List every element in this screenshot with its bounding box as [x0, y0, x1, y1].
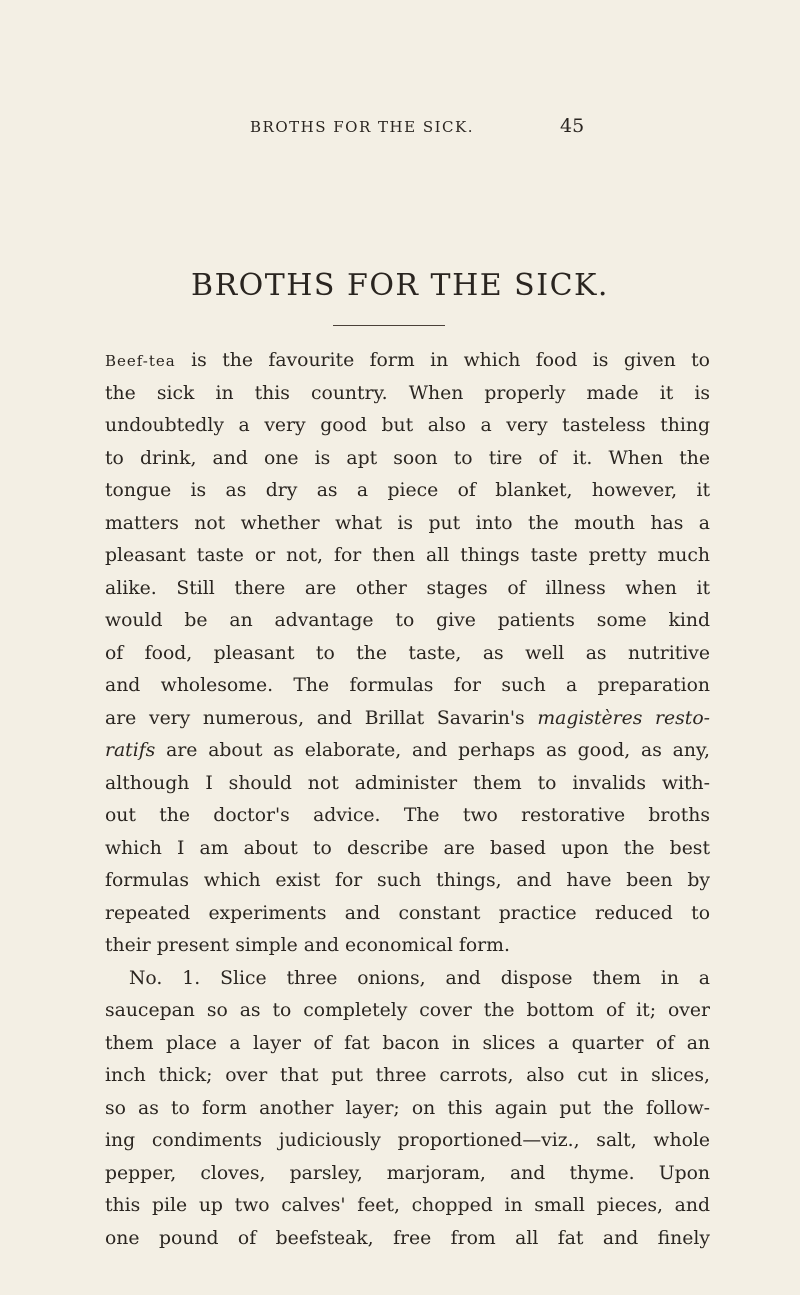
text-line-segment: are about as elaborate, and perhaps as good, as any,: [166, 740, 710, 761]
italic-phrase: magistères resto-: [537, 707, 710, 729]
text-line: pepper, cloves, parsley, marjoram, and thyme. Upon: [105, 1162, 710, 1184]
running-title: BROTHS FOR THE SICK.: [250, 118, 474, 136]
text-line: undoubtedly a very good but also a very tasteless thing: [105, 415, 710, 436]
page-number: 45: [560, 115, 585, 137]
text-line: although I should not administer them to invalids with-: [105, 772, 710, 794]
paragraph-last-line: their present simple and economical form.: [105, 935, 510, 956]
body-text: [105, 345, 710, 1255]
text-line: which I am about to describe are based upon the best: [105, 837, 710, 859]
text-line: saucepan so as to completely cover the bottom of it; over: [105, 1000, 710, 1021]
text-line: pleasant taste or not, for then all things taste pretty much: [105, 545, 710, 566]
text-line: one pound of beefsteak, free from all fat and finely: [105, 1227, 710, 1249]
text-line: them place a layer of fat bacon in slices a quarter of an: [105, 1032, 710, 1054]
text-line: this pile up two calves' feet, chopped in small pieces, and: [105, 1195, 710, 1216]
text-line: matters not whether what is put into the mouth has a: [105, 512, 710, 534]
italic-phrase: ratifs: [105, 740, 156, 761]
text-line: to drink, and one is apt soon to tire of it. When the: [105, 447, 710, 469]
title-divider-rule: [333, 325, 445, 326]
text-line: tongue is as dry as a piece of blanket, however, it: [105, 480, 710, 501]
text-line: and wholesome. The formulas for such a preparation: [105, 675, 710, 696]
lead-smallcaps: Beef-tea: [105, 352, 176, 370]
text-line: ing condiments judiciously proportioned—viz., salt, whole: [105, 1130, 710, 1151]
running-head: [0, 115, 800, 142]
text-line-segment: are very numerous, and Brillat Savarin's: [105, 707, 525, 729]
text-line: [105, 703, 710, 736]
paragraph-first-line: No. 1. Slice three onions, and dispose them in a: [129, 967, 710, 989]
text-line: so as to form another layer; on this again put the follow-: [105, 1097, 710, 1119]
text-line: [105, 735, 710, 768]
text-line: of food, pleasant to the taste, as well as nutritive: [105, 642, 710, 664]
text-line: repeated experiments and constant practice reduced to: [105, 902, 710, 924]
text-line: out the doctor's advice. The two restorative broths: [105, 805, 710, 826]
text-line: [105, 345, 710, 378]
text-line: would be an advantage to give patients some kind: [105, 610, 710, 631]
text-line-segment: is the favourite form in which food is given to: [191, 350, 710, 371]
text-line: formulas which exist for such things, and have been by: [105, 870, 710, 891]
text-line: inch thick; over that put three carrots, also cut in slices,: [105, 1065, 710, 1086]
text-line: alike. Still there are other stages of illness when it: [105, 577, 710, 599]
text-line: the sick in this country. When properly made it is: [105, 382, 710, 404]
chapter-title: BROTHS FOR THE SICK.: [191, 268, 609, 303]
